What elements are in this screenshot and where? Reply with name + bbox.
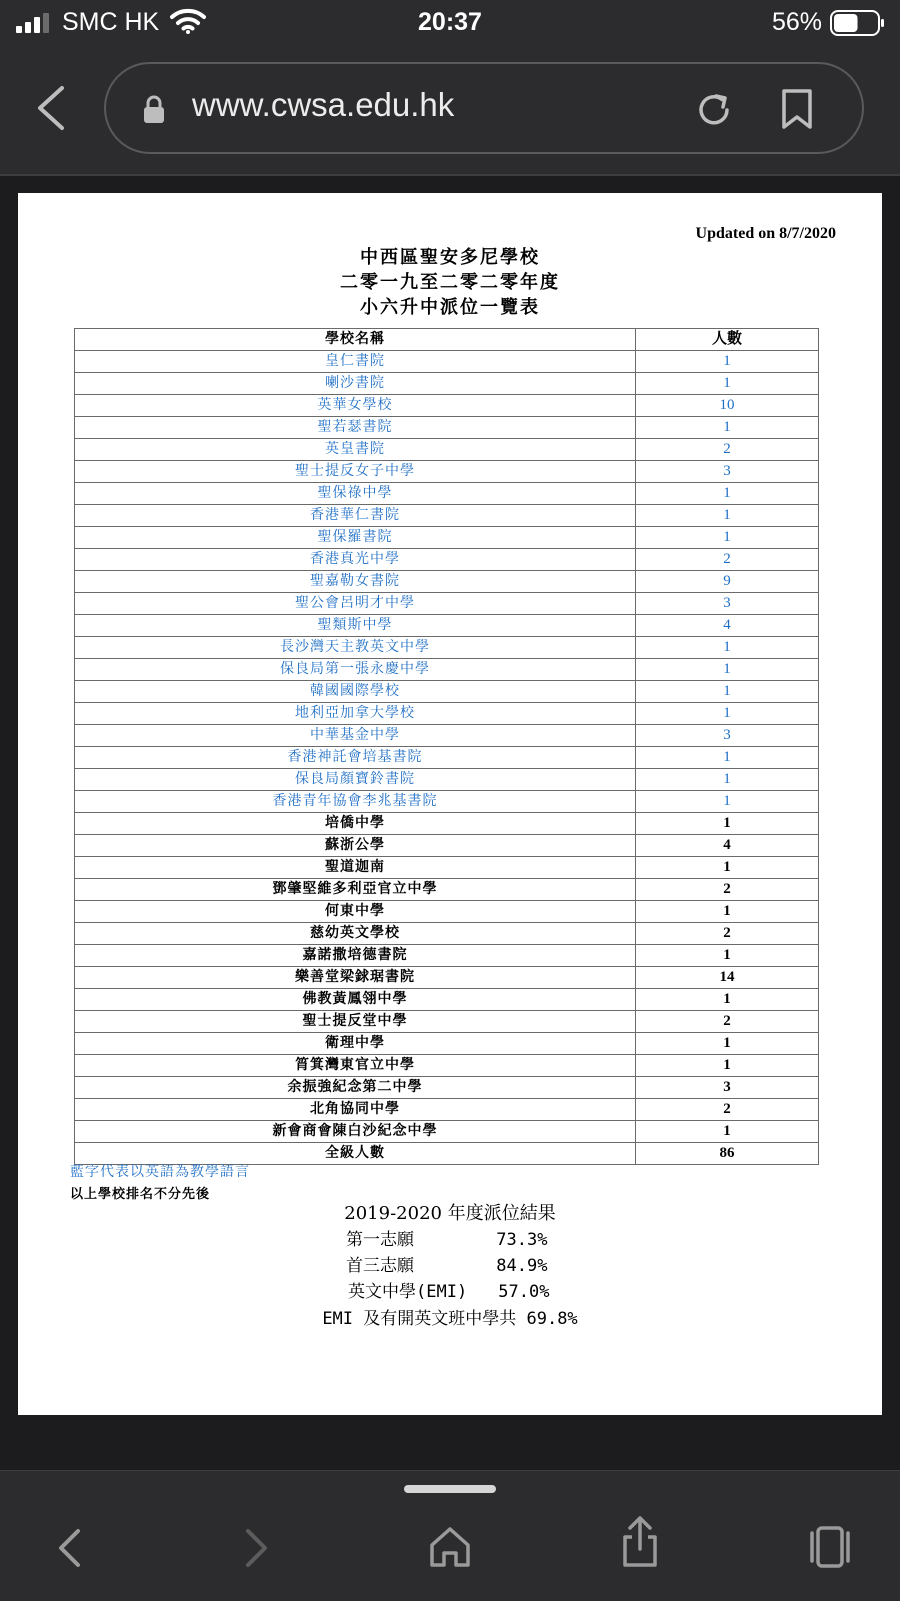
result-label: 首三志願	[346, 1256, 414, 1276]
result-value: 84.9%	[496, 1256, 548, 1276]
address-bar[interactable]	[104, 62, 864, 154]
school-name-cell: 保良局第一張永慶中學	[75, 659, 636, 681]
result-top-three	[18, 1253, 882, 1279]
title-line-subject: 小六升中派位一覽表	[360, 297, 540, 318]
school-name-cell: 蘇浙公學	[75, 835, 636, 857]
student-count-cell: 1	[636, 945, 819, 967]
allocation-table	[74, 328, 819, 1165]
student-count-cell: 1	[636, 417, 819, 439]
student-count-cell: 4	[636, 835, 819, 857]
table-row	[75, 1011, 819, 1033]
battery-icon	[830, 10, 886, 36]
school-name-cell: 聖類斯中學	[75, 615, 636, 637]
url-text[interactable]: www.cwsa.edu.hk	[192, 86, 455, 123]
school-name-cell: 嘉諾撒培德書院	[75, 945, 636, 967]
result-first-choice	[18, 1227, 882, 1253]
table-row	[75, 351, 819, 373]
battery-percentage: 56%	[771, 8, 822, 36]
table-row	[75, 813, 819, 835]
school-name-cell: 聖士提反堂中學	[75, 1011, 636, 1033]
table-row	[75, 945, 819, 967]
total-label-cell: 全級人數	[75, 1143, 636, 1165]
table-row	[75, 461, 819, 483]
school-name-cell: 韓國國際學校	[75, 681, 636, 703]
school-name-cell: 英皇書院	[75, 439, 636, 461]
table-row	[75, 923, 819, 945]
school-name-cell: 鄧肇堅維多利亞官立中學	[75, 879, 636, 901]
result-emi	[18, 1279, 882, 1305]
school-name-cell: 衛理中學	[75, 1033, 636, 1055]
table-row	[75, 615, 819, 637]
title-line-year: 二零一九至二零二零年度	[340, 272, 560, 293]
school-name-cell: 皇仁書院	[75, 351, 636, 373]
table-row	[75, 769, 819, 791]
back-arrow-icon[interactable]	[56, 1527, 82, 1569]
status-bar	[0, 0, 900, 46]
school-name-cell: 聖道迦南	[75, 857, 636, 879]
table-row	[75, 417, 819, 439]
school-name-cell: 樂善堂梁銶琚書院	[75, 967, 636, 989]
result-emi-total: EMI 及有開英文班中學共 69.8%	[322, 1309, 578, 1329]
table-row	[75, 835, 819, 857]
school-name-cell: 聖若瑟書院	[75, 417, 636, 439]
table-row	[75, 483, 819, 505]
school-name-cell: 聖嘉勒女書院	[75, 571, 636, 593]
table-row	[75, 549, 819, 571]
school-name-cell: 聖保祿中學	[75, 483, 636, 505]
school-name-cell: 北角協同中學	[75, 1099, 636, 1121]
student-count-cell: 1	[636, 681, 819, 703]
student-count-cell: 1	[636, 857, 819, 879]
table-row	[75, 373, 819, 395]
student-count-cell: 4	[636, 615, 819, 637]
result-value: 73.3%	[496, 1230, 548, 1250]
table-row	[75, 1099, 819, 1121]
home-indicator	[404, 1485, 496, 1493]
school-name-cell: 香港青年協會李兆基書院	[75, 791, 636, 813]
table-row	[75, 1121, 819, 1143]
header-school-name: 學校名稱	[75, 329, 636, 351]
bottom-toolbar	[0, 1470, 900, 1601]
school-name-cell: 何東中學	[75, 901, 636, 923]
home-icon[interactable]	[428, 1525, 472, 1569]
school-name-cell: 長沙灣天主教英文中學	[75, 637, 636, 659]
table-row	[75, 747, 819, 769]
student-count-cell: 1	[636, 1121, 819, 1143]
bookmark-icon[interactable]	[780, 88, 814, 130]
school-name-cell: 香港神託會培基書院	[75, 747, 636, 769]
student-count-cell: 1	[636, 747, 819, 769]
school-name-cell: 英華女學校	[75, 395, 636, 417]
table-row	[75, 1077, 819, 1099]
school-name-cell: 中華基金中學	[75, 725, 636, 747]
student-count-cell: 14	[636, 967, 819, 989]
student-count-cell: 1	[636, 703, 819, 725]
school-name-cell: 余振強紀念第二中學	[75, 1077, 636, 1099]
student-count-cell: 1	[636, 813, 819, 835]
school-name-cell: 新會商會陳白沙紀念中學	[75, 1121, 636, 1143]
table-row	[75, 593, 819, 615]
school-name-cell: 聖公會呂明才中學	[75, 593, 636, 615]
table-row	[75, 637, 819, 659]
browser-back-chevron-icon[interactable]	[34, 84, 68, 132]
table-row	[75, 681, 819, 703]
student-count-cell: 3	[636, 725, 819, 747]
student-count-cell: 2	[636, 1099, 819, 1121]
school-name-cell: 筲箕灣東官立中學	[75, 1055, 636, 1077]
student-count-cell: 1	[636, 989, 819, 1011]
student-count-cell: 3	[636, 461, 819, 483]
table-row	[75, 857, 819, 879]
student-count-cell: 1	[636, 1055, 819, 1077]
school-name-cell: 地利亞加拿大學校	[75, 703, 636, 725]
student-count-cell: 2	[636, 923, 819, 945]
school-name-cell: 佛教黃鳳翎中學	[75, 989, 636, 1011]
student-count-cell: 2	[636, 1011, 819, 1033]
table-row	[75, 967, 819, 989]
student-count-cell: 1	[636, 659, 819, 681]
reload-icon[interactable]	[694, 90, 734, 130]
student-count-cell: 1	[636, 527, 819, 549]
table-row	[75, 395, 819, 417]
result-label: 英文中學(EMI)	[348, 1282, 468, 1302]
student-count-cell: 1	[636, 901, 819, 923]
title-line-school: 中西區聖安多尼學校	[360, 247, 540, 268]
student-count-cell: 1	[636, 637, 819, 659]
student-count-cell: 1	[636, 791, 819, 813]
table-row	[75, 659, 819, 681]
table-row	[75, 901, 819, 923]
table-row	[75, 703, 819, 725]
school-name-cell: 保良局顏寶鈴書院	[75, 769, 636, 791]
table-row	[75, 527, 819, 549]
school-name-cell: 培僑中學	[75, 813, 636, 835]
student-count-cell: 3	[636, 1077, 819, 1099]
student-count-cell: 1	[636, 373, 819, 395]
student-count-cell: 1	[636, 505, 819, 527]
document-title	[18, 245, 882, 320]
student-count-cell: 1	[636, 483, 819, 505]
tabs-icon[interactable]	[806, 1525, 854, 1569]
student-count-cell: 2	[636, 879, 819, 901]
table-row	[75, 439, 819, 461]
school-name-cell: 聖保羅書院	[75, 527, 636, 549]
share-icon[interactable]	[620, 1515, 660, 1569]
student-count-cell: 2	[636, 439, 819, 461]
table-row	[75, 505, 819, 527]
school-name-cell: 慈幼英文學校	[75, 923, 636, 945]
total-value-cell: 86	[636, 1143, 819, 1165]
header-count: 人數	[636, 329, 819, 351]
table-row	[75, 791, 819, 813]
result-label: 第一志願	[346, 1230, 414, 1250]
student-count-cell: 3	[636, 593, 819, 615]
results-title: 2019-2020 年度派位結果	[344, 1203, 556, 1224]
student-count-cell: 1	[636, 351, 819, 373]
table-row	[75, 725, 819, 747]
lock-icon	[142, 94, 166, 124]
table-row	[75, 1033, 819, 1055]
student-count-cell: 9	[636, 571, 819, 593]
emi-legend-note: 藍字代表以英語為教學語言	[70, 1164, 250, 1180]
results-summary	[18, 1201, 882, 1333]
school-name-cell: 喇沙書院	[75, 373, 636, 395]
table-row	[75, 571, 819, 593]
status-time: 20:37	[418, 8, 482, 36]
school-name-cell: 香港華仁書院	[75, 505, 636, 527]
order-note: 以上學校排名不分先後	[70, 1187, 211, 1202]
table-row	[75, 879, 819, 901]
document-page	[18, 193, 882, 1415]
student-count-cell: 2	[636, 549, 819, 571]
table-row	[75, 1055, 819, 1077]
forward-arrow-icon[interactable]	[244, 1527, 270, 1569]
school-name-cell: 聖士提反女子中學	[75, 461, 636, 483]
student-count-cell: 10	[636, 395, 819, 417]
result-value: 57.0%	[498, 1282, 550, 1302]
table-row	[75, 989, 819, 1011]
carrier-name: SMC HK	[62, 8, 160, 36]
student-count-cell: 1	[636, 769, 819, 791]
school-name-cell: 香港真光中學	[75, 549, 636, 571]
student-count-cell: 1	[636, 1033, 819, 1055]
table-header-row	[75, 329, 819, 351]
updated-date: Updated on 8/7/2020	[695, 225, 836, 242]
